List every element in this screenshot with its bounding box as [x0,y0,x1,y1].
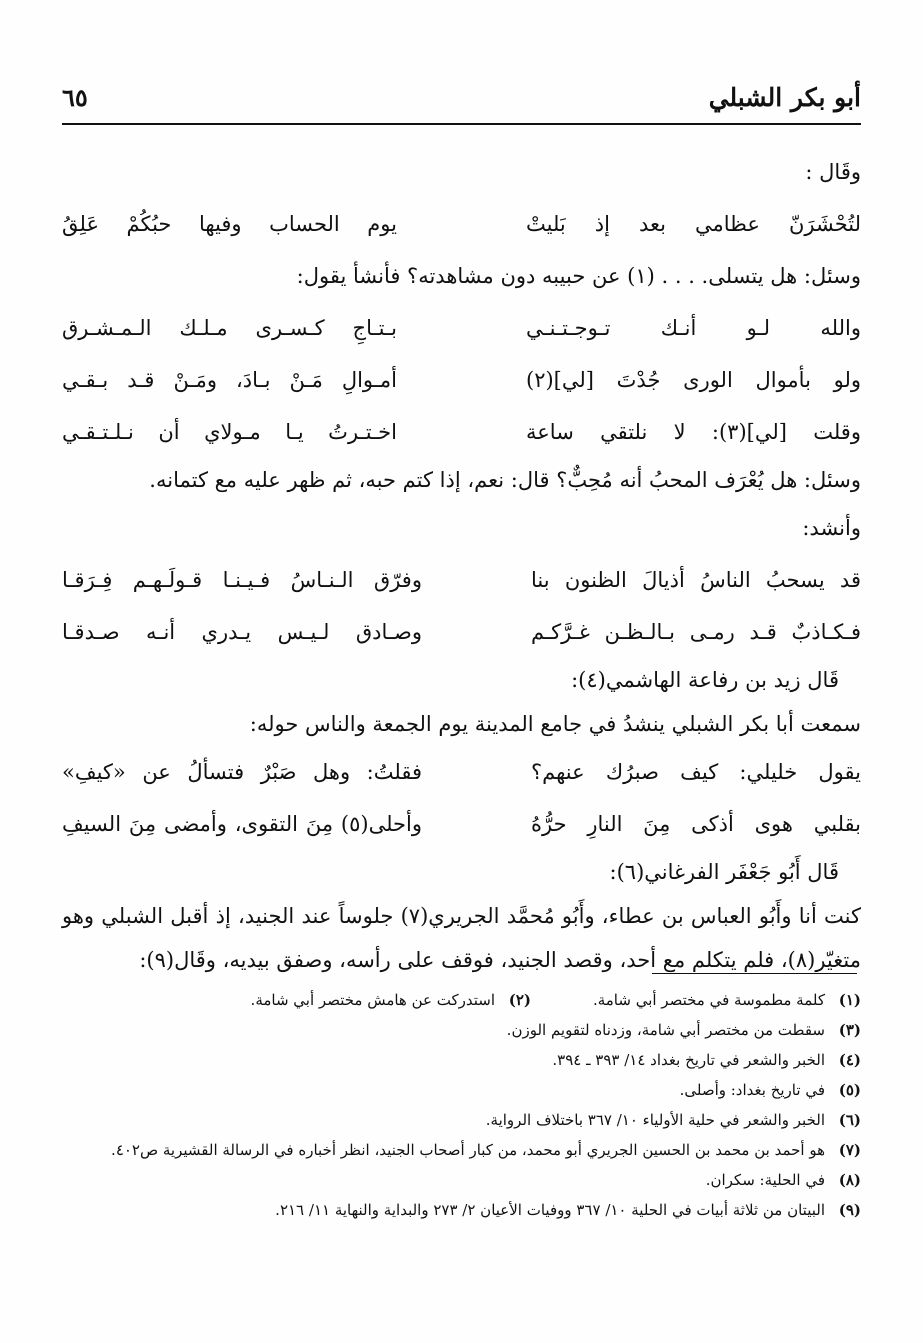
verse-line [62,354,861,406]
header-rule [62,123,861,125]
verse-line [62,606,861,658]
footnote-text: في الحلية: سكران. [705,1171,825,1189]
footnote-text: هو أحمد بن محمد بن الحسين الجريري أبو محمد، من كبار أصحاب الجنيد، انظر أخباره في الرسالة القشيرية ص٤٠٢. [111,1141,825,1159]
verse-line [62,198,861,250]
footnote [62,1015,861,1045]
verse-second-hemistich: وصـادق لـيـس يـدري أنـه صـدقـا [62,620,422,644]
footnote-text: كلمة مطموسة في مختصر أبي شامة. [592,991,825,1009]
verse-first-hemistich: ولو بأموال الورى جُدْتَ [لي](٢) [526,368,861,392]
footnote-text: في تاريخ بغداد: وأصلى. [679,1081,825,1099]
text-line: وأنشد: [802,516,861,540]
footnote-number: (٨) [838,1171,861,1189]
verse-first-hemistich: وقلت [لي](٣): لا نلتقي ساعة [526,420,861,444]
footnote-text: الخبر والشعر في تاريخ بغداد ١٤/ ٣٩٣ ـ ٣٩٤. [552,1051,825,1069]
footnote-number: (٧) [838,1141,861,1159]
footnotes [62,985,861,1225]
footnote-rule [652,973,857,974]
footnote-pair [62,985,861,1015]
footnote-number: (٢) [508,991,531,1009]
footnote [62,1165,861,1195]
footnote [62,1045,861,1075]
footnote-number: (١) [838,991,861,1009]
footnote-number: (٦) [838,1111,861,1129]
footnote [531,985,861,1015]
main-text [62,146,861,982]
footnote [62,985,531,1015]
verse-second-hemistich: اخـتـرتُ يـا مـولاي أن نـلـتـقـي [62,420,397,444]
verse-line [62,554,861,606]
footnote [62,1075,861,1105]
verse-second-hemistich: يوم الحساب وفيها حبُكُمْ عَلِقُ [62,212,397,236]
text-line: سمعت أبا بكر الشبلي ينشدُ في جامع المدينة يوم الجمعة والناس حوله: [249,712,861,736]
footnote [62,1105,861,1135]
footnote-number: (٤) [838,1051,861,1069]
paragraph: كنت أنا وأَبُو العباس بن عطاء، وأَبُو مُحمَّد الجريري(٧) جلوساً عند الجنيد، إذ أقبل الشبلي وهو متغيّر(٨)، فلم يتكلم مع أحد، وقصد الجنيد، فوقف على رأسه، وصفق بيديه، وقَال(٩): [62,904,861,972]
paragraph: وسئل: هل يُعْرَف المحبُ أنه مُحِبٌّ؟ قال: نعم، إذا كتم حبه، ثم ظهر عليه مع كتمانه. [149,468,861,492]
footnote-number: (٩) [838,1201,861,1219]
text-line: قَال أَبُو جَعْفَر الفرغاني(٦): [609,860,839,884]
running-title: أبو بكر الشبلي [708,83,861,112]
footnote-number: (٣) [838,1021,861,1039]
verse-first-hemistich: لتُحْشَرَنّ عظامي بعد إذ بَليتْ [526,212,861,236]
page-header [62,78,861,122]
verse-first-hemistich: فـكـاذبٌ قـد رمـى بـالـظـن غـرَّكـم [531,620,861,644]
verse-second-hemistich: بـتـاجِ كـسـرى مـلـك الـمـشـرق [62,316,397,340]
verse-second-hemistich: وأحلى(٥) مِنَ التقوى، وأمضى مِنَ السيفِ [62,812,422,836]
text-line: وسئل: هل يتسلى. . . . (١) عن حبيبه دون مشاهدته؟ فأنشأ يقول: [296,264,861,288]
verse-first-hemistich: والله لـو أنـك تـوجـتـنـي [526,316,861,340]
verse-line [62,746,861,798]
footnote-text: استدركت عن هامش مختصر أبي شامة. [250,991,495,1009]
verse-line [62,302,861,354]
verse-line [62,798,861,850]
footnote-text: البيتان من ثلاثة أبيات في الحلية ١٠/ ٣٦٧ ووفيات الأعيان ٢/ ٢٧٣ والبداية والنهاية ١١/ ٢١٦. [275,1201,825,1219]
verse-first-hemistich: يقول خليلي: كيف صبرُك عنهم؟ [531,760,861,784]
footnote [62,1195,861,1225]
text-line: وقَال : [805,160,861,184]
verse-second-hemistich: أمـوالِ مَـنْ بـادَ، ومَـنْ قـد بـقـي [62,368,397,392]
verse-first-hemistich: بقلبي هوى أذكى مِنَ النارِ حرُّهُ [531,812,861,836]
page-number: ٦٥ [62,83,88,112]
footnote-text: الخبر والشعر في حلية الأولياء ١٠/ ٣٦٧ باختلاف الرواية. [485,1111,825,1129]
footnote-number: (٥) [838,1081,861,1099]
text-line: قَال زيد بن رفاعة الهاشمي(٤): [571,668,839,692]
verse-line [62,406,861,458]
verse-first-hemistich: قد يسحبُ الناسُ أذيالَ الظنون بنا [531,568,861,592]
footnote [62,1135,861,1165]
footnote-text: سقطت من مختصر أبي شامة، وزدناه لتقويم الوزن. [506,1021,825,1039]
verse-second-hemistich: فقلتُ: وهل صَبْرٌ فتسألُ عن «كيفِ» [62,760,422,784]
verse-second-hemistich: وفرّق الـنـاسُ فـيـنـا قـولَـهـم فِـرَقـا [62,568,422,592]
